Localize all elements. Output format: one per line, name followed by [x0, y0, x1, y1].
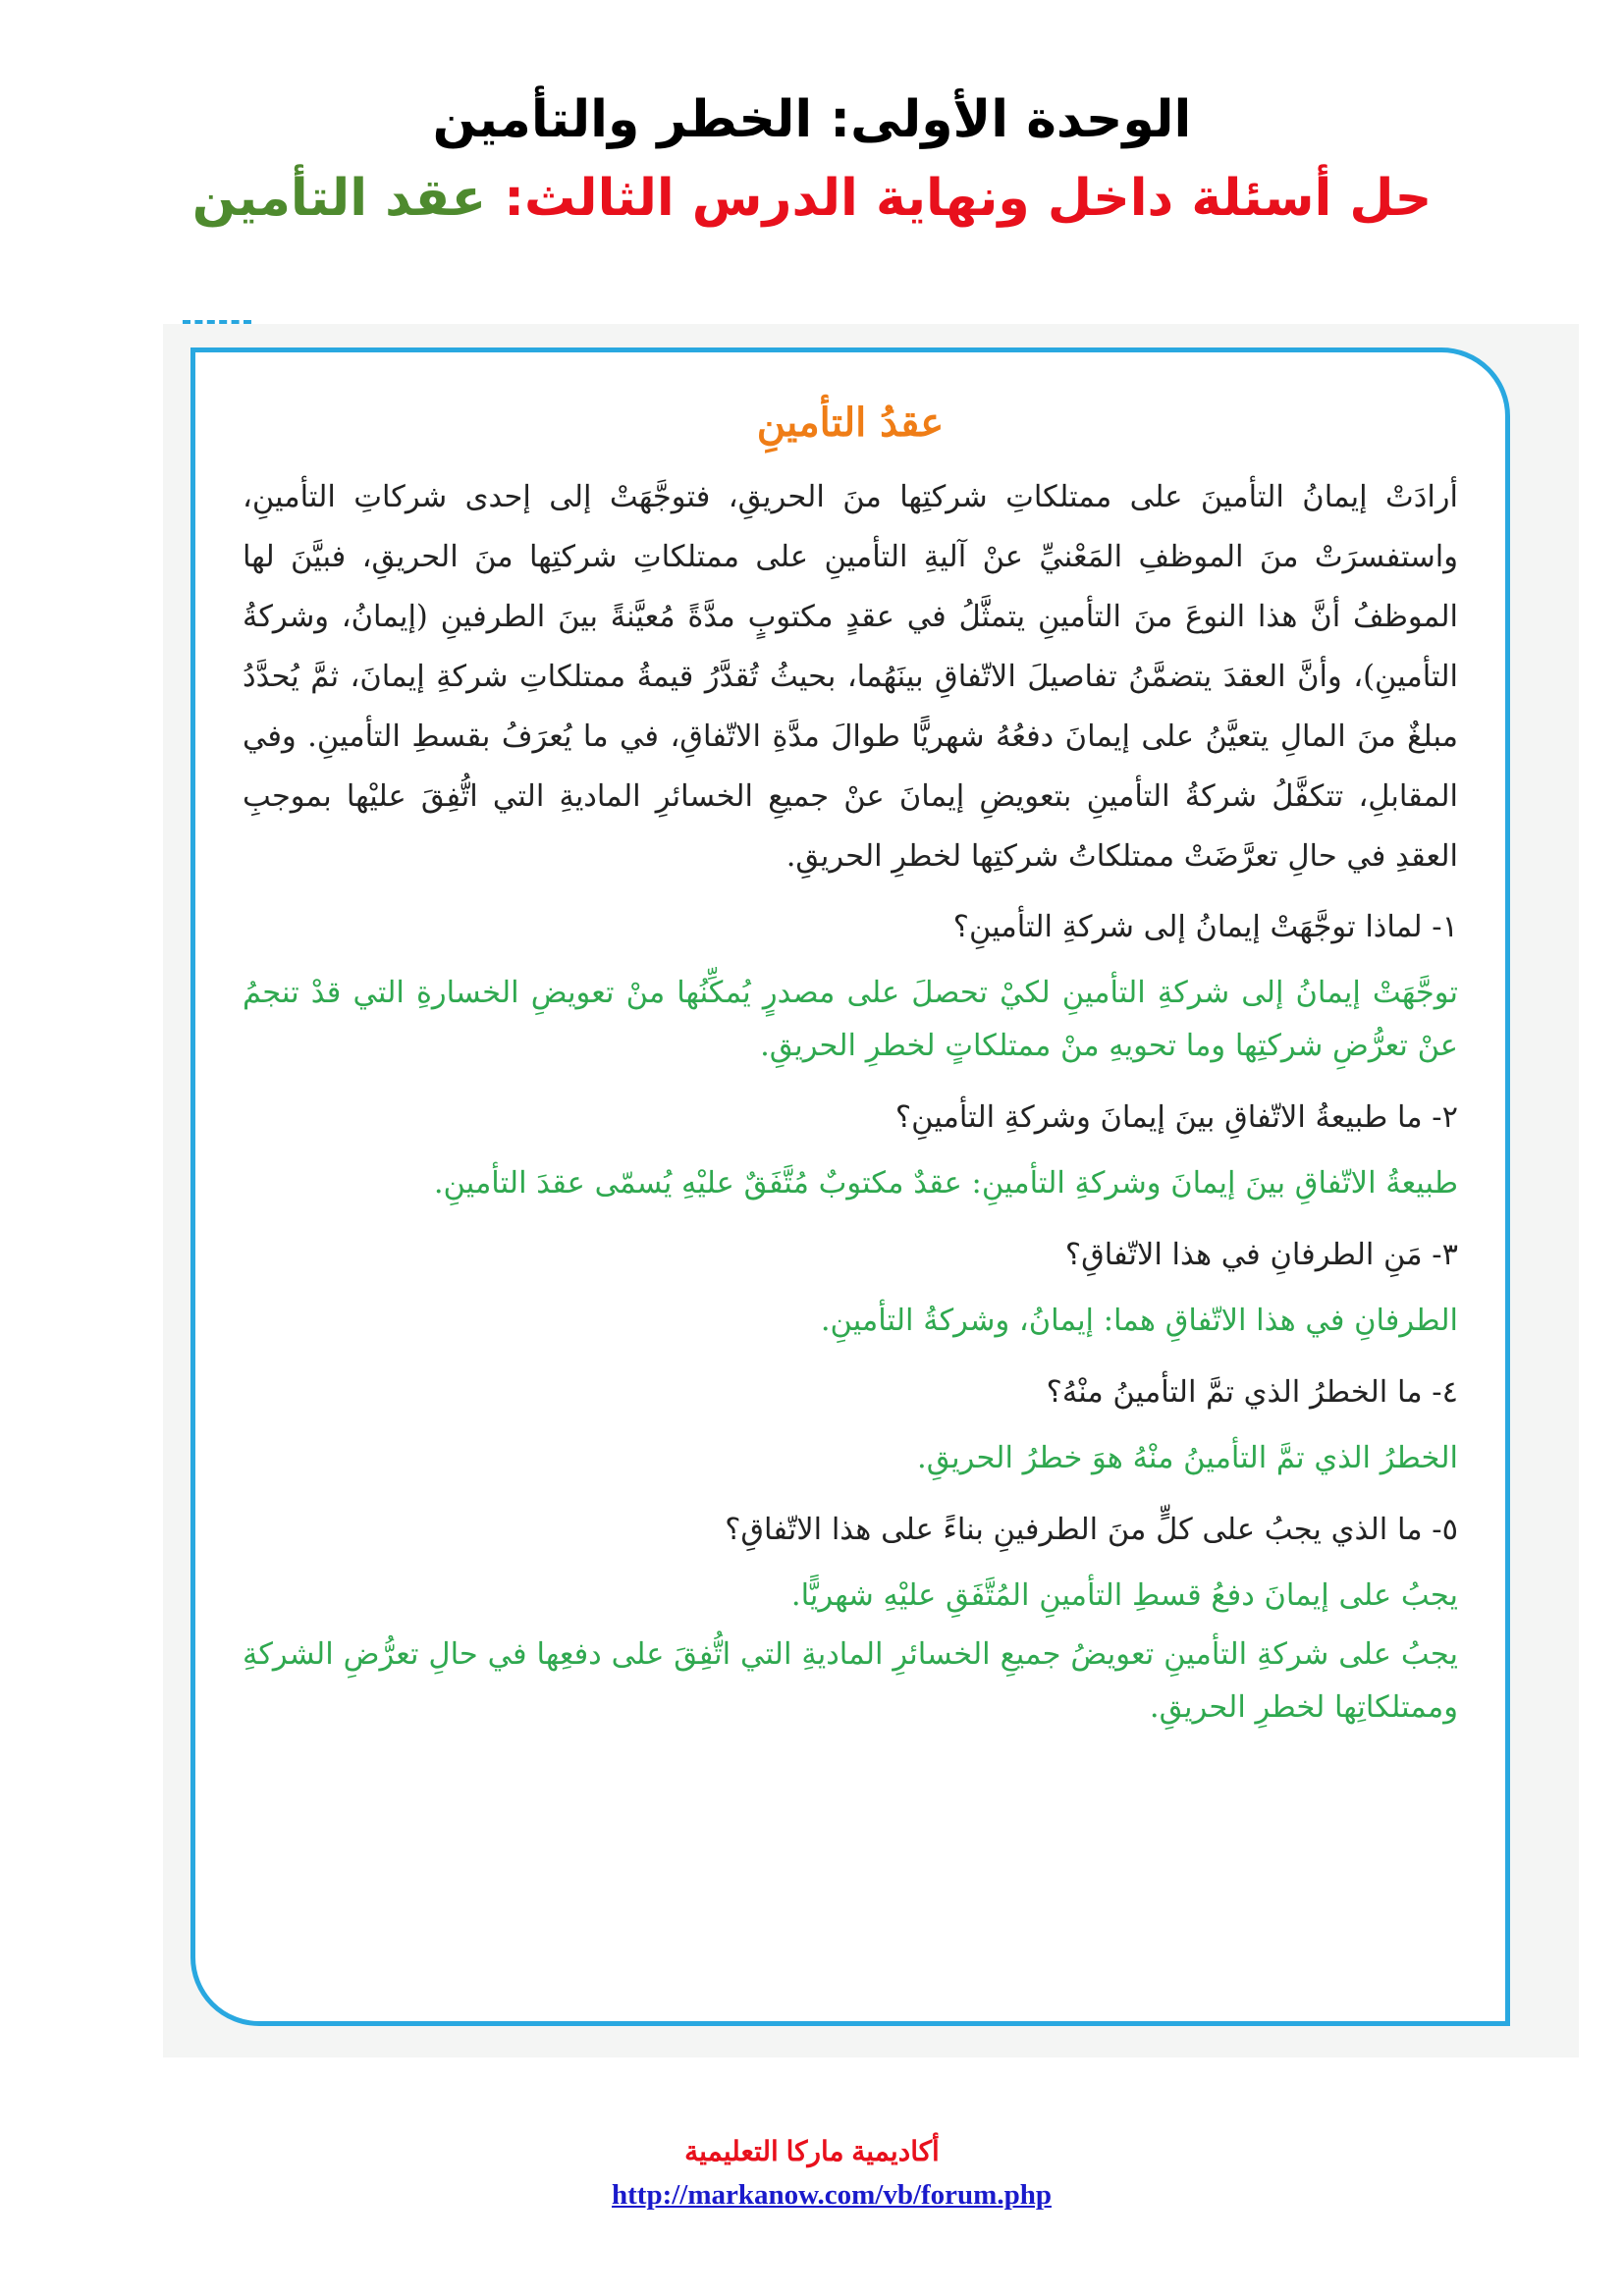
question-5: ٥- ما الذي يجبُ على كلٍّ منَ الطرفينِ بناءً على هذا الاتّفاقِ؟ [725, 1513, 1458, 1547]
answer-5b: يجبُ على شركةِ التأمينِ تعويضُ جميعِ الخسائرِ الماديةِ التي اتُّفِقَ على دفعِها في حالِ تعرُّضِ الشركةِ وممتلكاتِها لخطرِ الحريقِ. [243, 1637, 1458, 1725]
panel-title: عقدُ التأمينِ [756, 400, 945, 446]
answer-1: توجَّهَتْ إيمانُ إلى شركةِ التأمينِ لكيْ تحصلَ على مصدرٍ يُمكِّنُها منْ تعويضِ الخسارةِ التي قدْ تنجمُ عنْ تعرُّضِ شركتِها وما تحويهِ منْ ممتلكاتٍ لخطرِ الحريقِ. [243, 976, 1458, 1063]
question-1: ١- لماذا توجَّهَتْ إيمانُ إلى شركةِ التأمينِ؟ [952, 910, 1458, 944]
unit-title: الوحدة الأولى: الخطر والتأمين [432, 90, 1192, 149]
answer-3: الطرفانِ في هذا الاتّفاقِ هما: إيمانُ، وشركةُ التأمينِ. [820, 1304, 1458, 1338]
lesson-panel [190, 347, 1510, 2026]
reading-passage: أرادَتْ إيمانُ التأمينَ على ممتلكاتِ شركتِها منَ الحريقِ، فتوجَّهَتْ إلى إحدى شركاتِ التأمينِ، واستفسرَتْ منَ الموظفِ المَعْنيِّ عنْ آليةِ التأمينِ على ممتلكاتِ شركتِها منَ الحريقِ، فبيَّنَ لها الموظفُ أنَّ هذا النوعَ منَ التأمينِ يتمثَّلُ في عقدٍ مكتوبٍ مدَّةً مُعيَّنةً بينَ الطرفينِ (إيمانُ، وشركةُ التأمينِ)، وأنَّ العقدَ يتضمَّنُ تفاصيلَ الاتّفاقِ بينَهُما، بحيثُ تُقدَّرُ قيمةُ ممتلكاتِ شركةِ إيمانَ، ثمَّ يُحدَّدُ مبلغٌ منَ المالِ يتعيَّنُ على إيمانَ دفعُهُ شهريًّا طوالَ مدَّةِ الاتّفاقِ، في ما يُعرَفُ بقسطِ التأمينِ. وفي المقابلِ، تتكفَّلُ شركةُ التأمينِ بتعويضِ إيمانَ عنْ جميعِ الخسائرِ الماديةِ التي اتُّفِقَ عليْها بموجبِ العقدِ في حالِ تعرَّضَتْ ممتلكاتُ شركتِها لخطرِ الحريقِ. [243, 480, 1458, 874]
question-4: ٤- ما الخطرُ الذي تمَّ التأمينُ منْهُ؟ [1046, 1375, 1458, 1410]
question-3: ٣- مَنِ الطرفانِ في هذا الاتّفاقِ؟ [1064, 1238, 1458, 1272]
page-header [0, 80, 1624, 238]
page-footer [0, 2130, 1624, 2216]
answer-4: الخطرُ الذي تمَّ التأمينُ منْهُ هوَ خطرُ الحريقِ. [917, 1441, 1458, 1475]
question-2: ٢- ما طبيعةُ الاتّفاقِ بينَ إيمانَ وشركةِ التأمينِ؟ [894, 1100, 1458, 1135]
forum-link[interactable]: http://markanow.com/vb/forum.php [612, 2179, 1052, 2211]
academy-name: أكاديمية ماركا التعليمية [684, 2136, 940, 2166]
lesson-name: عقد التأمين [191, 169, 487, 228]
answer-5a: يجبُ على إيمانَ دفعُ قسطِ التأمينِ المُتَّفَقِ عليْهِ شهريًّا. [790, 1578, 1458, 1613]
lesson-prefix: حل أسئلة داخل ونهاية الدرس الثالث: [504, 169, 1433, 228]
lesson-title [0, 159, 1624, 238]
decorative-dots [183, 320, 251, 332]
answer-2: طبيعةُ الاتّفاقِ بينَ إيمانَ وشركةِ التأمينِ: عقدٌ مكتوبٌ مُتَّفَقٌ عليْهِ يُسمّى عقدَ التأمينِ. [433, 1166, 1458, 1201]
